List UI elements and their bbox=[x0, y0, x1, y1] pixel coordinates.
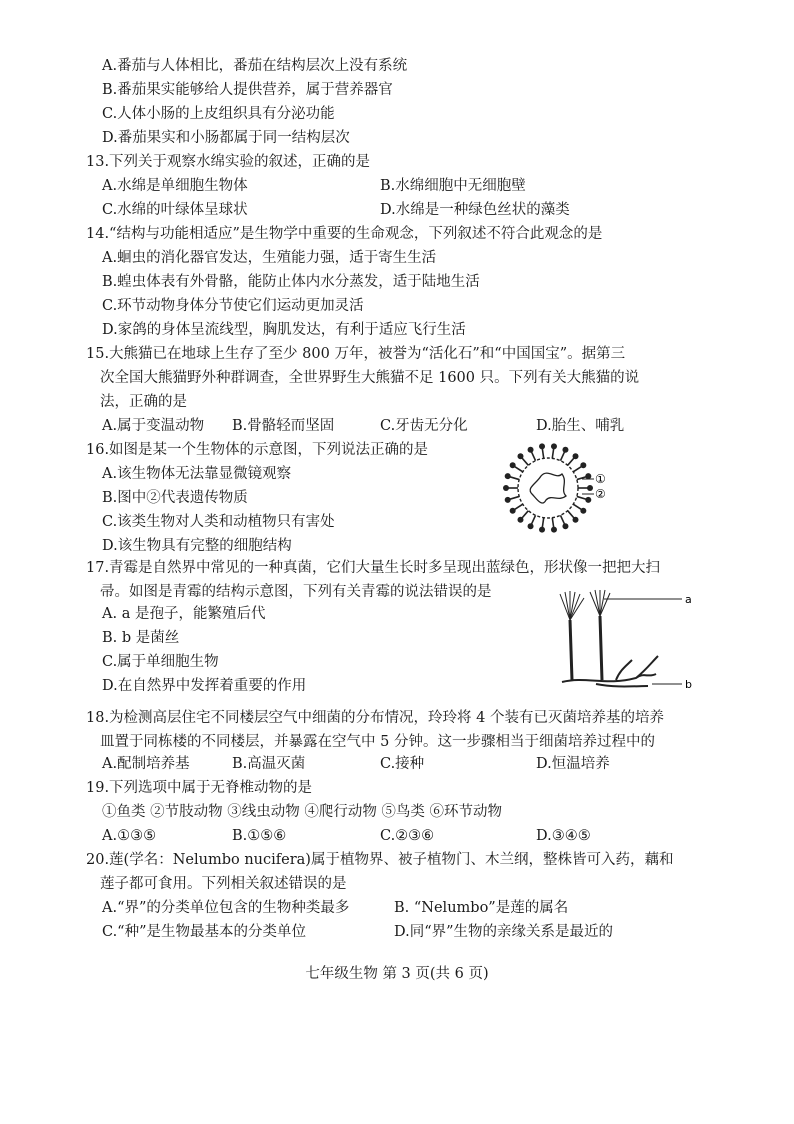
q19-list: ①鱼类 ②节肢动物 ③线虫动物 ④爬行动物 ⑤鸟类 ⑥环节动物 bbox=[102, 804, 503, 820]
q17-stem-line-1: 17.青霉是自然界中常见的一种真菌，它们大量生长时多呈现出蓝绿色，形状像一把把大扫 bbox=[86, 560, 661, 576]
q20-option-c: C.“种”是生物最基本的分类单位 bbox=[102, 924, 307, 940]
q18-option-a: A.配制培养基 bbox=[102, 756, 190, 772]
virus-spike-tip bbox=[539, 527, 545, 533]
q16-option-a: A.该生物体无法靠显微镜观察 bbox=[102, 466, 292, 482]
virus-spike-tip bbox=[585, 473, 591, 479]
q19-option-b: B.①⑤⑥ bbox=[232, 828, 287, 844]
virus-spike-tip bbox=[587, 485, 593, 491]
virus-spikes bbox=[503, 443, 593, 532]
q14-option-b: B.蝗虫体表有外骨骼，能防止体内水分蒸发，适于陆地生活 bbox=[102, 274, 480, 290]
q15-option-a: A.属于变温动物 bbox=[102, 418, 205, 434]
q15-stem-line-3: 法，正确的是 bbox=[100, 394, 187, 410]
virus-spike-tip bbox=[510, 508, 516, 514]
virus-spike-tip bbox=[528, 523, 534, 529]
q17-option-b: B. b 是菌丝 bbox=[102, 630, 180, 646]
virus-spike-tip bbox=[510, 462, 516, 468]
virus-spike-tip bbox=[528, 447, 534, 453]
q13-option-d: D.水绵是一种绿色丝状的藻类 bbox=[380, 202, 570, 218]
q18-option-d: D.恒温培养 bbox=[536, 756, 610, 772]
figure-label-b: b bbox=[685, 678, 692, 691]
q16-option-b: B.图中②代表遗传物质 bbox=[102, 490, 248, 506]
virus-spike-tip bbox=[562, 523, 568, 529]
q16-option-d: D.该生物具有完整的细胞结构 bbox=[102, 538, 292, 554]
q12-option-d: D.番茄果实和小肠都属于同一结构层次 bbox=[102, 130, 350, 146]
virus-spike-tip bbox=[505, 497, 511, 503]
q17-option-c: C.属于单细胞生物 bbox=[102, 654, 219, 670]
virus-spike-tip bbox=[517, 453, 523, 459]
q17-option-d: D.在自然界中发挥着重要的作用 bbox=[102, 678, 307, 694]
q16-stem: 16.如图是某一个生物体的示意图，下列说法正确的是 bbox=[86, 442, 429, 458]
q18-stem-line-2: 皿置于同栋楼的不同楼层，并暴露在空气中 5 分钟。这一步骤相当于细菌培养过程中的 bbox=[100, 734, 655, 750]
virus-spike-tip bbox=[551, 527, 557, 533]
q13-stem: 13.下列关于观察水绵实验的叙述，正确的是 bbox=[86, 154, 371, 170]
q15-stem-line-1: 15.大熊猫已在地球上生存了至少 800 万年，被誉为“活化石”和“中国国宝”。据第三 bbox=[86, 346, 626, 362]
q19-option-c: C.②③⑥ bbox=[380, 828, 435, 844]
virus-envelope bbox=[518, 458, 578, 518]
stalk-right bbox=[600, 616, 602, 680]
figure-label-2: ② bbox=[595, 487, 606, 501]
q18-option-b: B.高温灭菌 bbox=[232, 756, 306, 772]
q18-option-c: C.接种 bbox=[380, 756, 425, 772]
virus-spike-tip bbox=[505, 473, 511, 479]
q13-option-a: A.水绵是单细胞生物体 bbox=[102, 178, 248, 194]
q19-option-a: A.①③⑤ bbox=[102, 828, 157, 844]
virus-spike-tip bbox=[585, 497, 591, 503]
q12-option-a: A.番茄与人体相比，番茄在结构层次上没有系统 bbox=[102, 58, 408, 74]
virus-core bbox=[530, 473, 566, 503]
q20-option-b: B. “Nelumbo”是莲的属名 bbox=[394, 900, 569, 916]
virus-spike-tip bbox=[580, 508, 586, 514]
virus-spike-tip bbox=[580, 462, 586, 468]
virus-spike-tip bbox=[573, 517, 579, 523]
q19-option-d: D.③④⑤ bbox=[536, 828, 591, 844]
q15-option-c: C.牙齿无分化 bbox=[380, 418, 468, 434]
q17-option-a: A. a 是孢子，能繁殖后代 bbox=[102, 606, 266, 622]
q20-option-a: A.“界”的分类单位包含的生物种类最多 bbox=[102, 900, 350, 916]
q15-stem-line-2: 次全国大熊猫野外种群调查，全世界野生大熊猫不足 1600 只。下列有关大熊猫的说 bbox=[100, 370, 640, 386]
figure-label-a: a bbox=[685, 593, 692, 606]
q14-option-d: D.家鸽的身体呈流线型，胸肌发达，有利于适应飞行生活 bbox=[102, 322, 466, 338]
q13-option-c: C.水绵的叶绿体呈球状 bbox=[102, 202, 248, 218]
virus-spike-tip bbox=[517, 517, 523, 523]
virus-spike-tip bbox=[551, 443, 557, 449]
q18-stem-line-1: 18.为检测高层住宅不同楼层空气中细菌的分布情况，玲玲将 4 个装有已灭菌培养基的培养 bbox=[86, 710, 664, 726]
q17-stem-line-2: 帚。如图是青霉的结构示意图，下列有关青霉的说法错误的是 bbox=[100, 584, 492, 600]
virus-figure bbox=[486, 438, 626, 548]
q14-option-c: C.环节动物身体分节使它们运动更加灵活 bbox=[102, 298, 364, 314]
virus-spike-tip bbox=[562, 447, 568, 453]
q12-option-b: B.番茄果实能够给人提供营养，属于营养器官 bbox=[102, 82, 393, 98]
virus-spike-tip bbox=[503, 485, 509, 491]
virus-spike-tip bbox=[573, 453, 579, 459]
q15-option-d: D.胎生、哺乳 bbox=[536, 418, 625, 434]
q20-stem-line-2: 莲子都可食用。下列相关叙述错误的是 bbox=[100, 876, 347, 892]
brush-head-left bbox=[560, 591, 584, 620]
q16-option-c: C.该类生物对人类和动植物只有害处 bbox=[102, 514, 335, 530]
q13-option-b: B.水绵细胞中无细胞壁 bbox=[380, 178, 526, 194]
q14-stem: 14.“结构与功能相适应”是生物学中重要的生命观念，下列叙述不符合此观念的是 bbox=[86, 226, 603, 242]
q12-option-c: C.人体小肠的上皮组织具有分泌功能 bbox=[102, 106, 335, 122]
q19-stem: 19.下列选项中属于无脊椎动物的是 bbox=[86, 780, 313, 796]
penicillium-figure bbox=[556, 590, 696, 700]
hyphae bbox=[562, 656, 658, 687]
q20-option-d: D.同“界”生物的亲缘关系是最近的 bbox=[394, 924, 614, 940]
brush-head-right bbox=[590, 590, 610, 616]
stalk-left bbox=[570, 620, 572, 680]
q15-option-b: B.骨骼轻而坚固 bbox=[232, 418, 335, 434]
q14-option-a: A.蛔虫的消化器官发达，生殖能力强，适于寄生生活 bbox=[102, 250, 437, 266]
q20-stem-line-1: 20.莲(学名：Nelumbo nucifera)属于植物界、被子植物门、木兰纲，整株皆可入药，藕和 bbox=[86, 852, 674, 868]
virus-spike-tip bbox=[539, 443, 545, 449]
page-footer: 七年级生物 第 3 页(共 6 页) bbox=[305, 966, 489, 982]
figure-label-1: ① bbox=[595, 472, 606, 486]
